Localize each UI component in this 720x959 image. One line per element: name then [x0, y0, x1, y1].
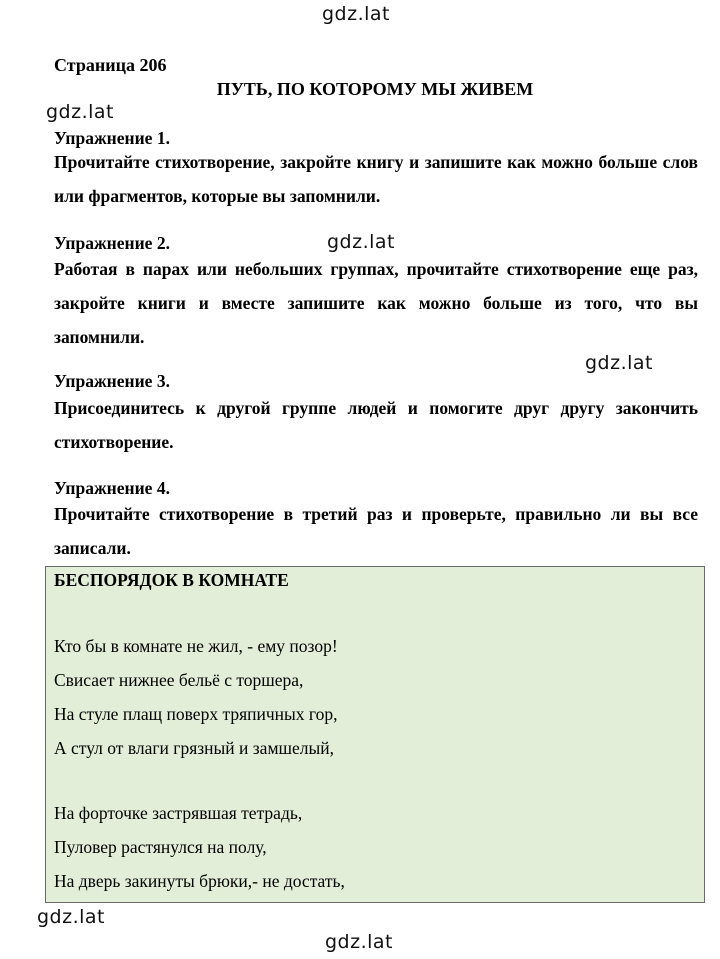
watermark: gdz.lat: [37, 906, 106, 928]
exercise-3-text: Присоединитесь к другой группе людей и помогите друг другу закончить стихотворение.: [54, 398, 698, 452]
page-label: Страница 206: [54, 55, 167, 75]
watermark: gdz.lat: [325, 931, 394, 953]
exercise-4-heading: Упражнение 4.: [54, 478, 170, 498]
watermark: gdz.lat: [46, 101, 115, 123]
poem-box: [45, 566, 705, 903]
exercise-2-text: Работая в парах или небольших группах, прочитайте стихотворение еще раз, закройте книги и вместе запишите как можно больше из того, что вы запомнили.: [54, 259, 698, 347]
poem-line: На стуле плащ поверх тряпичных гор,: [54, 704, 338, 724]
exercise-1-heading: Упражнение 1.: [54, 128, 170, 148]
watermark: gdz.lat: [322, 3, 391, 25]
watermark: gdz.lat: [585, 352, 654, 374]
section-title: ПУТЬ, ПО КОТОРОМУ МЫ ЖИВЕМ: [216, 79, 534, 99]
exercise-2-heading: Упражнение 2.: [54, 233, 170, 253]
poem-line: А стул от влаги грязный и замшелый,: [54, 738, 334, 758]
exercise-3-heading: Упражнение 3.: [54, 371, 170, 391]
poem-line: На форточке застрявшая тетрадь,: [54, 803, 303, 823]
poem-line: На дверь закинуты брюки,- не достать,: [54, 871, 345, 891]
watermark: gdz.lat: [327, 231, 396, 253]
poem-line: Пуловер растянулся на полу,: [54, 837, 267, 857]
exercise-1-text: Прочитайте стихотворение, закройте книгу и запишите как можно больше слов или фрагментов, которые вы запомнили.: [54, 152, 698, 206]
poem-line: Кто бы в комнате не жил, - ему позор!: [54, 636, 338, 656]
poem-title: БЕСПОРЯДОК В КОМНАТЕ: [54, 570, 289, 590]
poem-line: Свисает нижнее бельё с торшера,: [54, 670, 304, 690]
exercise-4-text: Прочитайте стихотворение в третий раз и проверьте, правильно ли вы все записали.: [54, 504, 698, 558]
